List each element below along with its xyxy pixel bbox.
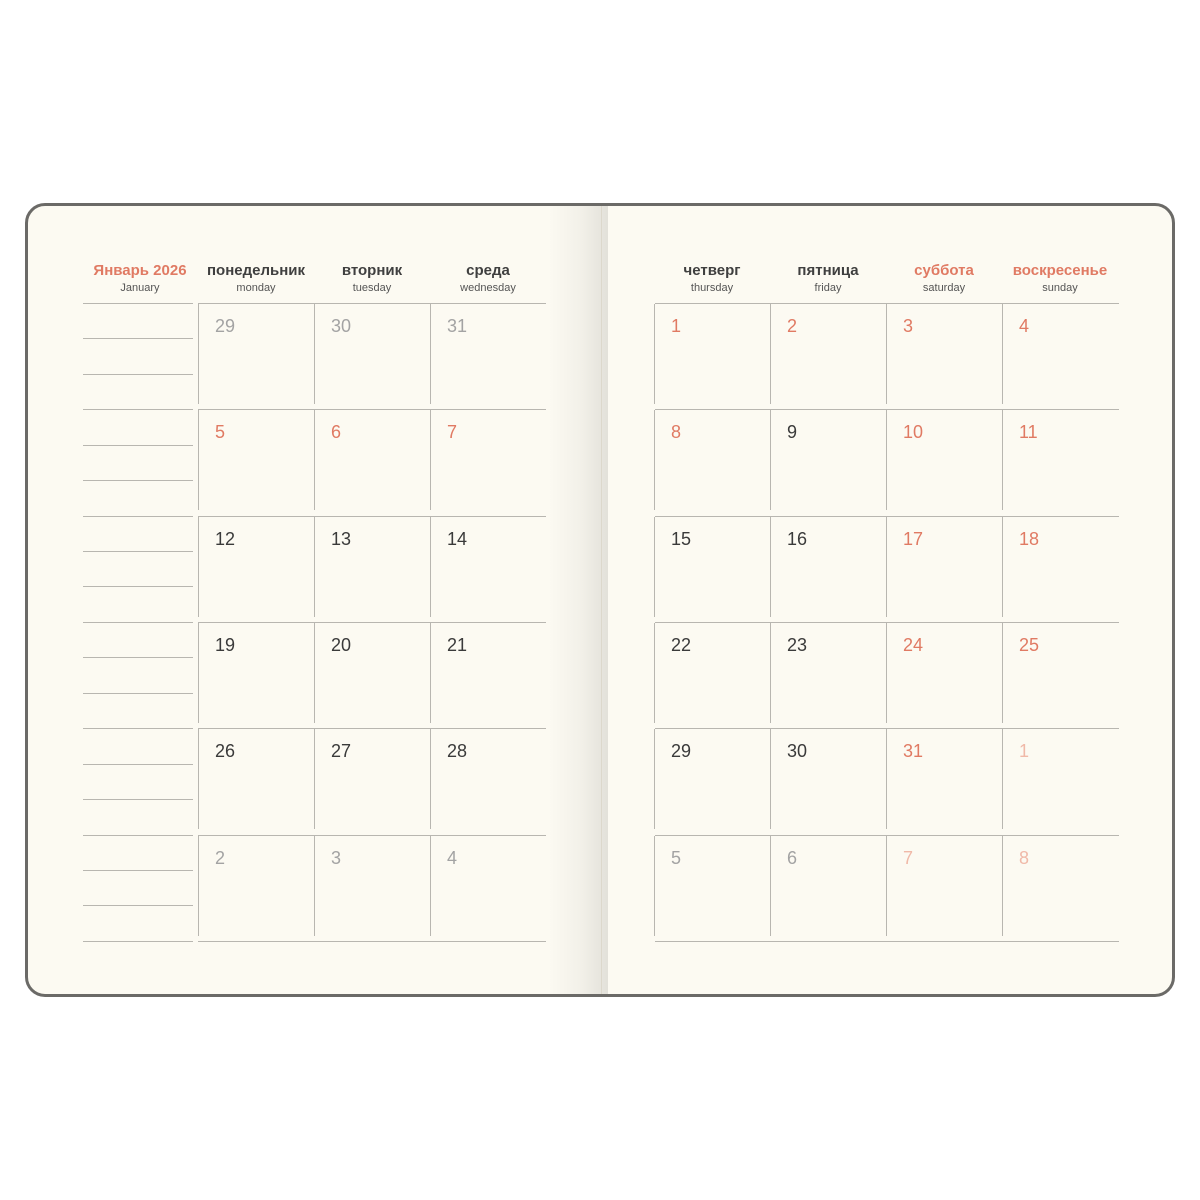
row-rule-right-days xyxy=(655,516,1119,517)
row-rule-right-days xyxy=(655,835,1119,836)
day-name-ru: понедельник xyxy=(206,262,306,279)
cell-divider xyxy=(430,517,431,617)
notes-line xyxy=(83,870,193,871)
notes-line xyxy=(83,551,193,552)
day-number: 29 xyxy=(671,741,692,761)
cell-divider xyxy=(654,729,655,829)
day-number: 13 xyxy=(331,529,352,549)
cell-divider xyxy=(654,623,655,723)
day-number: 5 xyxy=(671,848,682,868)
day-number: 24 xyxy=(903,635,924,655)
day-number: 14 xyxy=(447,529,468,549)
cell-divider xyxy=(1002,623,1003,723)
cell-divider xyxy=(886,729,887,829)
month-header xyxy=(84,263,196,295)
row-rule-right-days xyxy=(655,409,1119,410)
row-rule-left-notes xyxy=(83,622,193,623)
notes-line xyxy=(83,374,193,375)
row-rule-left-days xyxy=(198,728,546,729)
row-rule-left-days xyxy=(198,941,546,942)
cell-divider xyxy=(770,517,771,617)
day-number: 18 xyxy=(1019,529,1040,549)
cell-divider xyxy=(770,836,771,936)
page-fold xyxy=(601,206,602,994)
day-number: 2 xyxy=(787,316,798,336)
day-number: 1 xyxy=(671,316,682,336)
row-rule-left-notes xyxy=(83,835,193,836)
row-rule-left-notes xyxy=(83,516,193,517)
row-rule-left-days xyxy=(198,835,546,836)
day-number: 12 xyxy=(215,529,236,549)
header-tuesday xyxy=(316,263,428,295)
cell-divider xyxy=(314,410,315,510)
day-number: 7 xyxy=(447,422,458,442)
day-number: 21 xyxy=(447,635,468,655)
row-rule-left-notes xyxy=(83,728,193,729)
day-number: 26 xyxy=(215,741,236,761)
day-number: 8 xyxy=(1019,848,1030,868)
day-name-ru: вторник xyxy=(341,262,403,279)
day-number: 28 xyxy=(447,741,468,761)
day-number: 1 xyxy=(1019,741,1030,761)
header-friday xyxy=(772,263,884,295)
day-number: 6 xyxy=(331,422,342,442)
cell-divider xyxy=(770,304,771,404)
day-name-en: saturday xyxy=(922,282,966,294)
header-sunday xyxy=(1004,263,1116,295)
row-rule-left-days xyxy=(198,409,546,410)
day-number: 27 xyxy=(331,741,352,761)
notes-line xyxy=(83,905,193,906)
cell-divider xyxy=(654,304,655,404)
day-number: 3 xyxy=(331,848,342,868)
row-rule-left-days xyxy=(198,303,546,304)
day-number: 7 xyxy=(903,848,914,868)
cell-divider xyxy=(1002,517,1003,617)
cell-divider xyxy=(314,304,315,404)
day-number: 11 xyxy=(1019,422,1038,442)
cell-divider xyxy=(430,729,431,829)
day-number: 31 xyxy=(903,741,924,761)
day-name-ru: среда xyxy=(466,262,510,279)
row-rule-right-days xyxy=(655,941,1119,942)
notes-line xyxy=(83,693,193,694)
notes-line xyxy=(83,764,193,765)
cell-divider xyxy=(770,623,771,723)
cell-divider xyxy=(314,729,315,829)
day-number: 9 xyxy=(787,422,798,442)
day-name-ru: суббота xyxy=(914,262,974,279)
day-number: 4 xyxy=(447,848,458,868)
cell-divider xyxy=(430,304,431,404)
day-number: 30 xyxy=(331,316,352,336)
day-number: 3 xyxy=(903,316,914,336)
row-rule-left-notes xyxy=(83,303,193,304)
header-wednesday xyxy=(432,263,544,295)
cell-divider xyxy=(198,623,199,723)
cell-divider xyxy=(314,517,315,617)
cell-divider xyxy=(198,729,199,829)
cell-divider xyxy=(198,410,199,510)
cell-divider xyxy=(430,623,431,723)
day-number: 16 xyxy=(787,529,808,549)
cell-divider xyxy=(198,836,199,936)
cell-divider xyxy=(886,517,887,617)
day-number: 31 xyxy=(447,316,468,336)
day-number: 20 xyxy=(331,635,352,655)
header-saturday xyxy=(888,263,1000,295)
cell-divider xyxy=(314,836,315,936)
day-name-en: sunday xyxy=(1042,282,1078,294)
day-number: 8 xyxy=(671,422,682,442)
cell-divider xyxy=(886,623,887,723)
day-number: 17 xyxy=(903,529,924,549)
cell-divider xyxy=(654,836,655,936)
notes-line xyxy=(83,338,193,339)
day-name-en: thursday xyxy=(690,282,734,294)
header-thursday xyxy=(656,263,768,295)
day-name-ru: четверг xyxy=(683,262,741,279)
month-title: Январь 2026 xyxy=(93,262,187,279)
cell-divider xyxy=(430,410,431,510)
cell-divider xyxy=(198,517,199,617)
day-name-ru: пятница xyxy=(797,262,859,279)
notes-line xyxy=(83,480,193,481)
header-monday xyxy=(200,263,312,295)
notes-line xyxy=(83,445,193,446)
row-rule-right-days xyxy=(655,303,1119,304)
cell-divider xyxy=(1002,304,1003,404)
cell-divider xyxy=(1002,836,1003,936)
day-number: 2 xyxy=(215,848,226,868)
row-rule-left-notes xyxy=(83,409,193,410)
row-rule-left-notes xyxy=(83,941,193,942)
day-number: 29 xyxy=(215,316,236,336)
day-number: 30 xyxy=(787,741,808,761)
cell-divider xyxy=(654,410,655,510)
day-name-en: monday xyxy=(236,282,276,294)
cell-divider xyxy=(886,304,887,404)
day-number: 4 xyxy=(1019,316,1030,336)
cell-divider xyxy=(314,623,315,723)
day-number: 19 xyxy=(215,635,236,655)
row-rule-left-days xyxy=(198,516,546,517)
day-number: 6 xyxy=(787,848,798,868)
book-spine-shadow xyxy=(548,206,608,994)
day-number: 15 xyxy=(671,529,692,549)
notes-line xyxy=(83,799,193,800)
row-rule-right-days xyxy=(655,622,1119,623)
cell-divider xyxy=(430,836,431,936)
cell-divider xyxy=(886,836,887,936)
month-subtitle: January xyxy=(120,282,160,294)
cell-divider xyxy=(770,729,771,829)
notes-line xyxy=(83,586,193,587)
cell-divider xyxy=(654,517,655,617)
cell-divider xyxy=(770,410,771,510)
day-name-en: friday xyxy=(814,282,842,294)
row-rule-right-days xyxy=(655,728,1119,729)
planner-spread xyxy=(25,203,1175,997)
day-number: 10 xyxy=(903,422,924,442)
day-number: 23 xyxy=(787,635,808,655)
row-rule-left-days xyxy=(198,622,546,623)
cell-divider xyxy=(1002,410,1003,510)
day-number: 5 xyxy=(215,422,226,442)
cell-divider xyxy=(1002,729,1003,829)
day-name-ru: воскресенье xyxy=(1012,262,1108,279)
day-name-en: wednesday xyxy=(460,282,516,294)
day-name-en: tuesday xyxy=(352,282,392,294)
cell-divider xyxy=(198,304,199,404)
cell-divider xyxy=(886,410,887,510)
day-number: 22 xyxy=(671,635,692,655)
day-number: 25 xyxy=(1019,635,1040,655)
notes-line xyxy=(83,657,193,658)
